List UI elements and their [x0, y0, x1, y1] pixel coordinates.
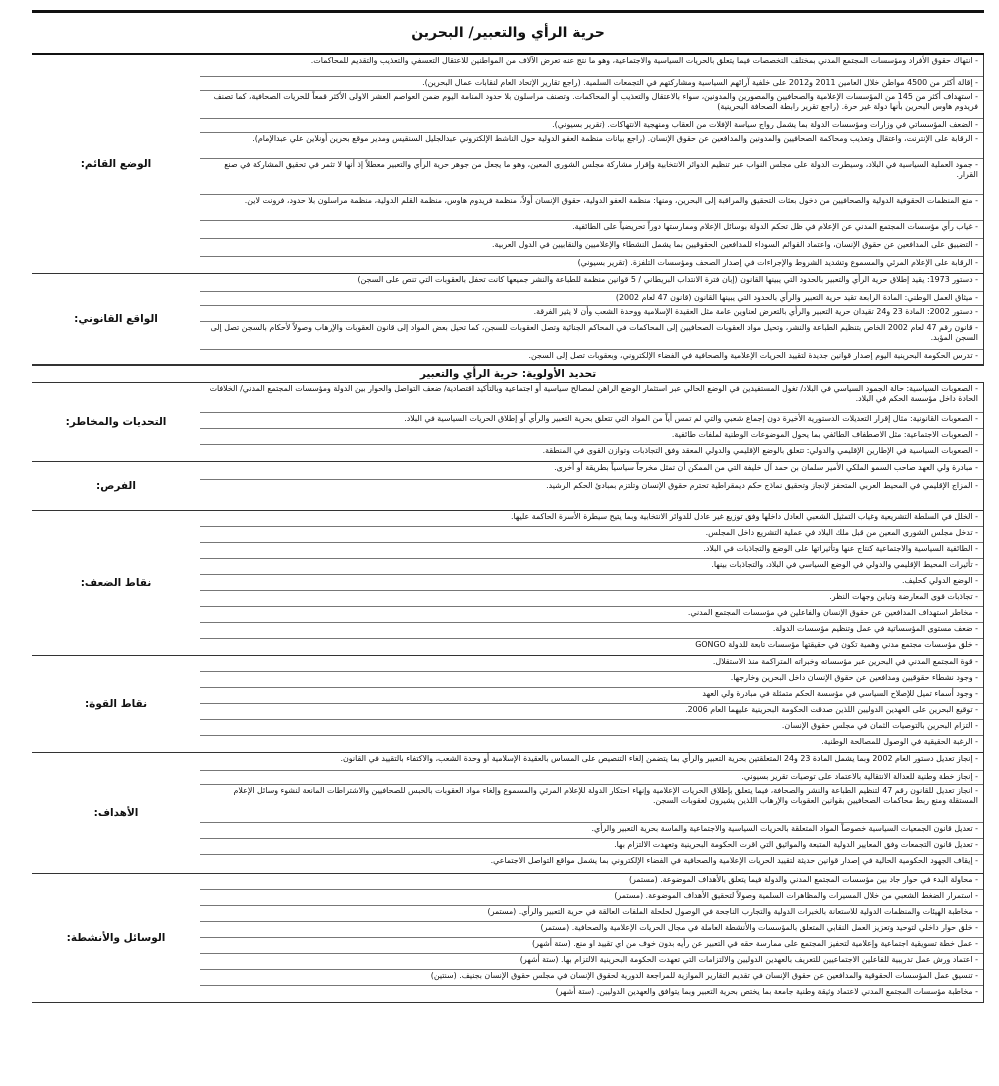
- section-items: [200, 753, 984, 873]
- list-item: - الوضع الدولي كحليف.: [200, 575, 983, 591]
- section-label: الوسائل والأنشطة:: [66, 932, 166, 944]
- list-item: - استهداف أكثر من 145 من المؤسسات الإعلامية والصحافيين والمصورين والمدونين، سواء بالاعتقال والتعذيب أو المحاكمات. وتصنف مراسلون بلا حدود المنامة اليوم ضمن العواصم العشر الاولى الأكثر قمعاً للحريات الصحافية، كما تصنف فريدوم هاوس البحرين بأنها دولة غير حرة. (راجع تقرير رابطة الصحافة البحرينية): [200, 91, 983, 119]
- list-item: - الرقابة على الإنترنت، واعتقال وتعذيب ومحاكمة الصحافيين والمدونين والمدافعين عن حقوق الإنسان. (راجع بيانات منظمة العفو الدولية حول الناشط الإلكتروني عبدالجليل السنقيس ومدير موقع بحرين أونلاين علي عبدالإمام).: [200, 133, 983, 159]
- section-label: نقاط الضعف:: [80, 577, 152, 589]
- section-current-status: [32, 55, 984, 274]
- list-item: - تنسيق عمل المؤسسات الحقوقية والمدافعين عن حقوق الإنسان في تقديم التقارير الموازية للمراجعة الدورية لحقوق الإنسان في مجلس حقوق الإنسان بجنيف. (سنتين): [200, 970, 983, 986]
- list-item: - التزام البحرين بالتوصيات الثمان في مجلس حقوق الإنسان.: [200, 720, 983, 736]
- section-legal-status: [32, 274, 984, 365]
- list-item: - توقيع البحرين على العهدين الدوليين اللذين صدقت الحكومة البحرينية عليهما العام 2006.: [200, 704, 983, 720]
- list-item: - قانون رقم 47 لعام 2002 الخاص بتنظيم الطباعة والنشر، وتحيل مواد العقوبات الصحافيين إلى المحاكمات في المحاكم الجنائية وتصل العقوبات للسجن، كما تحيل بعض المواد إلى قانون العقوبات والإرهاب وصولاً لأحكام بالسجن تصل إلى السجن المؤبد.: [200, 322, 983, 350]
- list-item: - تدخل مجلس الشورى المعين من قبل ملك البلاد في عملية التشريع داخل المجلس.: [200, 527, 983, 543]
- list-item: - خلق مؤسسات مجتمع مدني وهمية تكون في حقيقتها مؤسسات تابعة للدولة GONGO: [695, 640, 978, 649]
- section-label: الفرص:: [96, 480, 136, 492]
- document: [32, 10, 984, 1003]
- section-items: [200, 274, 984, 364]
- list-item: - المزاج الإقليمي في المحيط العربي المتحفز لإنجاز وتحقيق نماذج حكم ديمقراطية تحترم حقوق الإنسان وتلتزم بمبادئ الحكم الرشيد.: [546, 481, 978, 490]
- list-item: - اعتماد ورش عمل تدريبية للفاعلين الاجتماعيين للتعريف بالعهدين الدوليين والالتزامات التي تعهدت الحكومة البحرينية الالتزام بها. (ستة أشهر): [200, 954, 983, 970]
- section-items: [200, 383, 984, 461]
- list-item: - وجود نشطاء حقوقيين ومدافعين عن حقوق الإنسان داخل البحرين وخارجها.: [200, 672, 983, 688]
- section-means-activities: [32, 874, 984, 1003]
- list-item: - خلق حوار داخلي لتوحيد وتعزيز العمل النقابي المتعلق بالمؤسسات والأنشطة العاملة في مجال الحريات الإعلامية والصحافية. (مستمر): [200, 922, 983, 938]
- section-label: الواقع القانوني:: [74, 313, 158, 325]
- list-item: - جمود العملية السياسية في البلاد، وسيطرت الدولة على مجلس النواب عبر تنظيم الدوائر الانتخابية وإقرار مشاركة مجلس الشورى المعين، وهو ما يجعل من جوهر حرية الرأي والتعبير معطلاً إذ أنها لا تثمر في تحقيق المشاركة في صنع القرار.: [200, 159, 983, 195]
- section-label: الأهداف:: [93, 807, 139, 819]
- list-item: - الصعوبات السياسية: حالة الجمود السياسي في البلاد/ تغول المستفيدين في الوضع الحالي عبر استثمار الوضع الراهن لمصالح سياسية أو اجتماعية وبالتأكيد اقتصادية/ ضعف التواصل والحوار بين الدولة ومؤسسات المجتمع المدني/ الخلافات الحادة داخل مؤسسة الحكم في البلاد.: [200, 383, 983, 413]
- list-item: - مخاطبة الهيئات والمنظمات الدولية للاستعانة بالخبرات الدولية والتجارب الناجحة في الوصول لحلحلة الملفات العالقة في حرية التعبير والرأي. (مستمر): [200, 906, 983, 922]
- list-item: - تدرس الحكومة البحرينية اليوم إصدار قوانين جديدة لتقييد الحريات الإعلامية والصحافية في الفضاء الإلكتروني، وبعقوبات تصل إلى السجن.: [528, 351, 978, 360]
- section-items: [200, 55, 984, 273]
- list-item: - عمل خطة تسويقية اجتماعية وإعلامية لتحفيز المجتمع على ممارسة حقه في التعبير عن رأيه بدون خوف من اي تقييد او منع. (ستة أشهر): [200, 938, 983, 954]
- section-items: [200, 511, 984, 655]
- list-item: - التضييق على المدافعين عن حقوق الإنسان، واعتماد القوائم السوداء للمدافعين الحقوقيين بما يشمل النشطاء والإعلاميين والنقابيين في الدول العربية.: [200, 239, 983, 257]
- section-items: [200, 874, 984, 1002]
- list-item: - الصعوبات القانونية: مثال إقرار التعديلات الدستورية الأخيرة دون إجماع شعبي والتي لم تمس أياً من المواد التي تتعلق بحرية التعبير والرأي أو إطلاق الحريات السياسية في البلاد.: [200, 413, 983, 429]
- list-item: - انجاز تعديل للقانون رقم 47 لتنظيم الطباعة والنشر والصحافة، فيما يتعلق بإطلاق الحريات الإعلامية وإنهاء احتكار الدولة للإعلام المرئي والمسموع وإلغاء مواد العقوبات بالحبس للصحافيين والاشتراطات المانعة لنشوء وسائل الإعلام المستقلة ومنع ربط محاكمات الصحافيين بقوانين العقوبات والإرهاب اللذين يشيرون لعقوبات السجن.: [200, 785, 983, 823]
- list-item: - ميثاق العمل الوطني: المادة الرابعة تقيد حرية التعبير والرأي بالحدود التي يبينها القانون (قانون 47 لعام 2002): [200, 292, 983, 306]
- list-item: - دستور 2002: المادة 23 و24 تقيدان حرية التعبير والرأي بالتعرض لعناوين عامة مثل العقيدة الإسلامية ووحدة الشعب وأن لا يثير الفرقة.: [200, 306, 983, 322]
- section-weaknesses: [32, 511, 984, 656]
- list-item: - تجاذبات قوى المعارضة وتباين وجهات النظر.: [200, 591, 983, 607]
- section-items: [200, 462, 984, 510]
- list-item: - إيقاف الجهود الحكومية الحالية في إصدار قوانين حديثة لتقييد الحريات الإعلامية والصحافية في الفضاء الإلكتروني بما يشمل مواقع التواصل الاجتماعي.: [490, 856, 978, 865]
- list-item: - تعديل قانون التجمعات وفق المعايير الدولية المتبعة والمواثيق التي اقرت الحكومة البحرينية وتعهدت الالتزام بها.: [200, 839, 983, 855]
- list-item: - انتهاك حقوق الأفراد ومؤسسات المجتمع المدني بمختلف التخصصات فيما يتعلق بالحريات السياسية والاجتماعية، وهو ما نتج عنه تعرض الآلاف من المواطنين للاعتقال التعسفي والتعذيب والتقديم للمحاكمات.: [200, 55, 983, 77]
- list-item: - الضعف المؤسساتي في وزارات ومؤسسات الدولة بما يشمل رواج سياسة الإفلات من العقاب ومنهجية الانتهاكات. (تقرير بسيوني).: [200, 119, 983, 133]
- list-item: - إنجاز خطة وطنية للعدالة الانتقالية بالاعتماد على توصيات تقرير بسيوني.: [200, 771, 983, 785]
- section-strengths: [32, 656, 984, 753]
- list-item: - الرقابة على الإعلام المرئي والمسموع وتشديد الشروط والإجراءات في إصدار الصحف ومؤسسات التلفزة. (تقرير بسيوني): [577, 258, 978, 267]
- list-item: - وجود أسماء تميل للإصلاح السياسي في مؤسسة الحكم متمثلة في مبادرة ولي العهد: [200, 688, 983, 704]
- list-item: - محاولة البدء في حوار جاد بين مؤسسات المجتمع المدني والدولة فيما يتعلق بالأهداف الموضوعة. (مستمر): [200, 874, 983, 890]
- list-item: - استمرار الضغط الشعبي من خلال المسيرات والمظاهرات السلمية وصولاً لتحقيق الأهداف الموضوعة. (مستمر): [200, 890, 983, 906]
- section-goals: [32, 753, 984, 874]
- list-item: - الصعوبات السياسية في الإطارين الإقليمي والدولي: تتعلق بالوضع الإقليمي والدولي المعقد وفق التجاذبات وتوازن القوى في المنطقة.: [542, 446, 978, 455]
- list-item: - إقالة أكثر من 4500 مواطن خلال العامين 2011 و2012 على خلفية آرائهم السياسية ومشاركتهم في التجمعات السلمية. (راجع تقارير الإتحاد العام لنقابات عمال البحرين).: [200, 77, 983, 91]
- list-item: - الرغبة الحقيقية في الوصول للمصالحة الوطنية.: [821, 737, 978, 746]
- list-item: - مخاطبة مؤسسات المجتمع المدني لاعتماد وثيقة وطنية جامعة بما يختص بحرية التعبير وبما يتوافق والعهدين الدوليين. (ستة أشهر): [555, 987, 978, 996]
- list-item: - تأثيرات المحيط الإقليمي والدولي في الوضع السياسي في البلاد، والتجاذبات بينها.: [200, 559, 983, 575]
- list-item: - الخلل في السلطة التشريعية وغياب التمثيل الشعبي العادل داخلها وفق توزيع غير عادل للدوائر الانتخابية وبما يتيح سيطرة الأسرة الحاكمة عليها.: [200, 511, 983, 527]
- section-label: الوضع القائم:: [80, 158, 152, 170]
- section-opportunities: [32, 462, 984, 511]
- list-item: - ضعف مستوى المؤسساتية في عمل وتنظيم مؤسسات الدولة.: [200, 623, 983, 639]
- list-item: - تعديل قانون الجمعيات السياسية خصوصاً المواد المتعلقة بالحريات السياسية والاجتماعية والماسة بحرية التعبير والرأي.: [200, 823, 983, 839]
- list-item: - مبادرة ولي العهد صاحب السمو الملكي الأمير سلمان بن حمد آل خليفة التي من الممكن أن تمثل مخرجاً سياسياً بطريقة أو أخرى.: [200, 462, 983, 480]
- section-items: [200, 656, 984, 752]
- list-item: - دستور 1973: يقيد إطلاق حرية الرأي والتعبير بالحدود التي يبينها القانون (إبان فترة الانتداب البريطاني / 5 قوانين منظمة للطباعة والنشر جميعها كانت تحفل بالعقوبات التي تنص على السجن): [200, 274, 983, 292]
- list-item: - الطائفية السياسية والاجتماعية كنتاج عنها وتأثيراتها على الوضع والتجاذبات في البلاد.: [200, 543, 983, 559]
- list-item: - منع المنظمات الحقوقية الدولية والصحافيين من دخول بعثات التحقيق والمراقبة إلى البحرين، ومنها: منظمة العفو الدولية، حقوق الإنسان أولاً، منظمة فريدوم هاوس، منظمة القلم الدولية، منظمة مراسلون بلا حدود، فرونت لاين.: [200, 195, 983, 221]
- list-item: - غياب رأي مؤسسات المجتمع المدني عن الإعلام في ظل تحكم الدولة بوسائل الإعلام وممارستها دوراً تحريضياً على الطائفية.: [200, 221, 983, 239]
- section-challenges: [32, 383, 984, 462]
- list-item: - الصعوبات الاجتماعية: مثل الاصطفاف الطائفي بما يحول الموضوعات الوطنية لملفات طائفية.: [200, 429, 983, 445]
- priority-heading: تحديد الأولوية: حرية الرأي والتعبير: [32, 365, 984, 383]
- section-label: نقاط القوة:: [84, 698, 148, 710]
- list-item: - إنجاز تعديل دستور العام 2002 وبما يشمل المادة 23 و24 المتعلقتين بحرية التعبير والرأي بما يتضمن إلغاء التنصيص على المساس بالعقيدة الإسلامية أو وحدة الشعب، والاكتفاء بالتقييد في القانون.: [200, 753, 983, 771]
- section-label: التحديات والمخاطر:: [65, 416, 167, 428]
- list-item: - قوة المجتمع المدني في البحرين عبر مؤسساته وخبراته المتراكمة منذ الاستقلال.: [200, 656, 983, 672]
- document-title: حرية الرأي والتعبير/ البحرين: [32, 13, 984, 55]
- list-item: - مخاطر استهداف المدافعين عن حقوق الإنسان والفاعلين في مؤسسات المجتمع المدني.: [200, 607, 983, 623]
